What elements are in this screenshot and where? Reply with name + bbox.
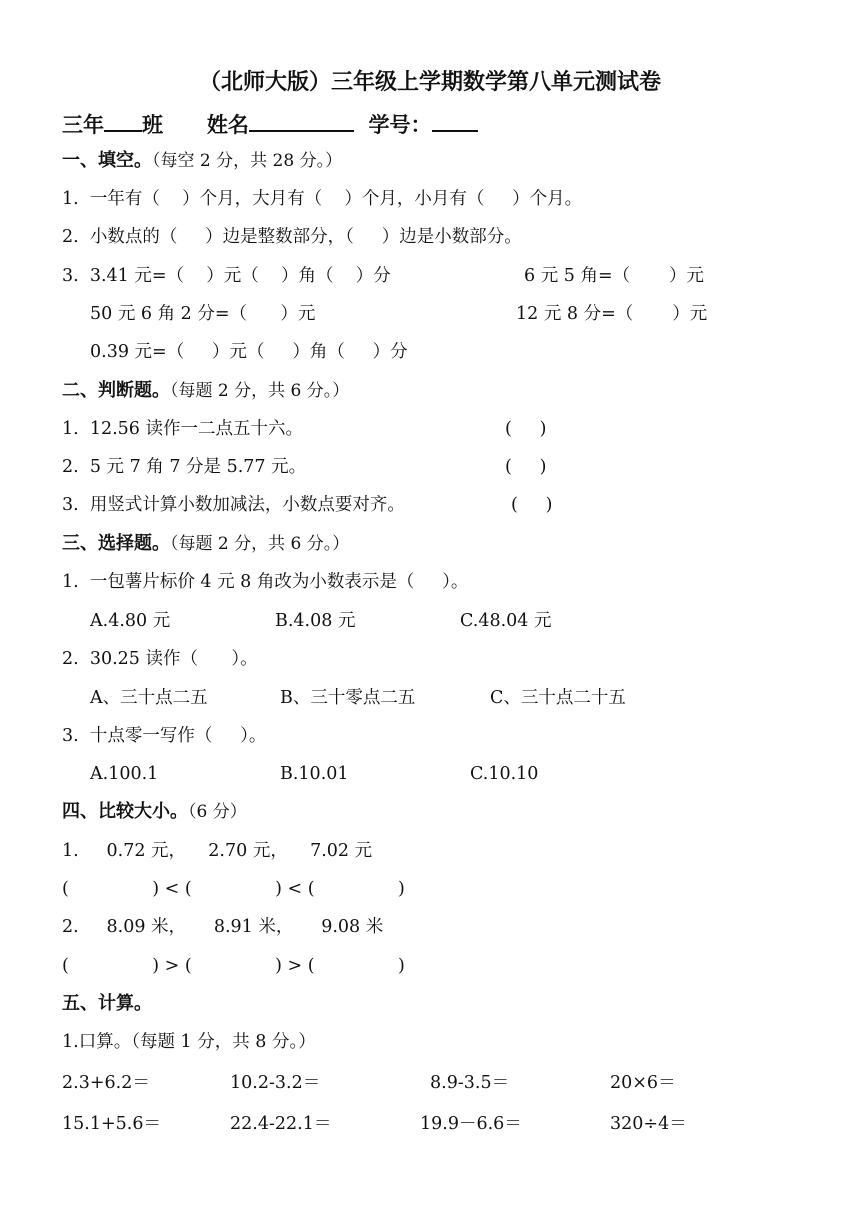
s2-answer-3[interactable]: ( )	[511, 495, 553, 515]
section-3-note: （每题 2 分，共 6 分。）	[170, 534, 350, 554]
s2-question-2: 2. 5 元 7 角 7 分是 5.77 元。	[62, 457, 307, 477]
s2-question-1: 1. 12.56 读作一二点五十六。	[62, 419, 303, 439]
s3-q2-option-c[interactable]: C、三十点二十五	[490, 688, 626, 708]
s2-answer-2[interactable]: ( )	[505, 457, 547, 477]
s1-question-3b: 6 元 5 角=（ ）元	[524, 266, 705, 286]
s3-q2-option-a[interactable]: A、三十点二五	[90, 688, 208, 708]
section-3-title: 三、选择题。	[62, 533, 170, 554]
s2-answer-1[interactable]: ( )	[505, 419, 547, 439]
s3-q3-option-c[interactable]: C.10.10	[470, 764, 539, 784]
calc-item: 10.2-3.2＝	[230, 1073, 321, 1093]
s1-question-1: 1. 一年有（ ）个月，大月有（ ）个月，小月有（ ）个月。	[62, 189, 583, 209]
s2-question-3: 3. 用竖式计算小数加减法，小数点要对齐。	[62, 495, 405, 515]
section-1-heading	[62, 150, 342, 172]
calc-item: 8.9-3.5＝	[430, 1073, 510, 1093]
section-2-title: 二、判断题。	[62, 380, 170, 401]
class-label: 班	[142, 113, 163, 137]
s1-question-2: 2. 小数点的（ ）边是整数部分，（ ）边是小数部分。	[62, 227, 522, 247]
s4-question-2: 2. 8.09 米， 8.91 米， 9.08 米	[62, 917, 384, 937]
s3-question-2: 2. 30.25 读作（ ）。	[62, 649, 258, 669]
s1-question-3d: 12 元 8 分=（ ）元	[516, 304, 708, 324]
section-2-heading	[62, 380, 349, 402]
s3-q3-option-a[interactable]: A.100.1	[90, 764, 159, 784]
s3-question-1: 1. 一包薯片标价 4 元 8 角改为小数表示是（ ）。	[62, 572, 469, 592]
s3-q1-option-a[interactable]: A.4.80 元	[90, 611, 171, 631]
s1-question-3e: 0.39 元=（ ）元（ ）角（ ）分	[90, 342, 408, 362]
student-info-line	[62, 110, 478, 139]
section-5-title: 五、计算。	[62, 993, 152, 1014]
s1-question-3c: 50 元 6 角 2 分=（ ）元	[90, 304, 316, 324]
s4-answer-2[interactable]: ( ) > ( ) > ( )	[62, 956, 405, 976]
s4-question-1: 1. 0.72 元， 2.70 元， 7.02 元	[62, 841, 373, 861]
s3-q1-option-c[interactable]: C.48.04 元	[460, 611, 552, 631]
section-4-note: （6 分）	[188, 802, 247, 822]
name-label: 姓名	[206, 113, 249, 137]
section-2-note: （每题 2 分，共 6 分。）	[170, 381, 350, 401]
name-blank[interactable]	[249, 110, 354, 132]
number-blank[interactable]	[432, 110, 478, 132]
section-1-note: （每空 2 分，共 28 分。）	[152, 151, 343, 171]
calc-item: 22.4-22.1＝	[230, 1114, 332, 1134]
s3-q3-option-b[interactable]: B.10.01	[280, 764, 349, 784]
calc-item: 320÷4＝	[610, 1114, 687, 1134]
s3-question-3: 3. 十点零一写作（ ）。	[62, 726, 267, 746]
section-5-heading	[62, 993, 152, 1015]
section-1-title: 一、填空。	[62, 150, 152, 171]
s4-answer-1[interactable]: ( ) < ( ) < ( )	[62, 879, 405, 899]
s3-q1-option-b[interactable]: B.4.08 元	[275, 611, 356, 631]
s3-q2-option-b[interactable]: B、三十零点二五	[280, 688, 416, 708]
calc-item: 15.1+5.6＝	[62, 1114, 161, 1134]
section-4-heading	[62, 801, 247, 823]
calc-item: 19.9－6.6＝	[420, 1114, 522, 1134]
calc-item: 2.3+6.2＝	[62, 1073, 150, 1093]
section-4-title: 四、比较大小。	[62, 801, 188, 822]
s5-subheading: 1.口算。（每题 1 分，共 8 分。）	[62, 1032, 316, 1052]
calc-item: 20×6＝	[610, 1073, 676, 1093]
page-title: （北师大版）三年级上学期数学第八单元测试卷	[198, 70, 661, 95]
grade-label: 三年	[62, 113, 104, 137]
class-blank[interactable]	[104, 110, 142, 132]
number-label: 学号：	[368, 113, 432, 137]
section-3-heading	[62, 533, 349, 555]
s1-question-3a: 3. 3.41 元=（ ）元（ ）角（ ）分	[62, 266, 391, 286]
